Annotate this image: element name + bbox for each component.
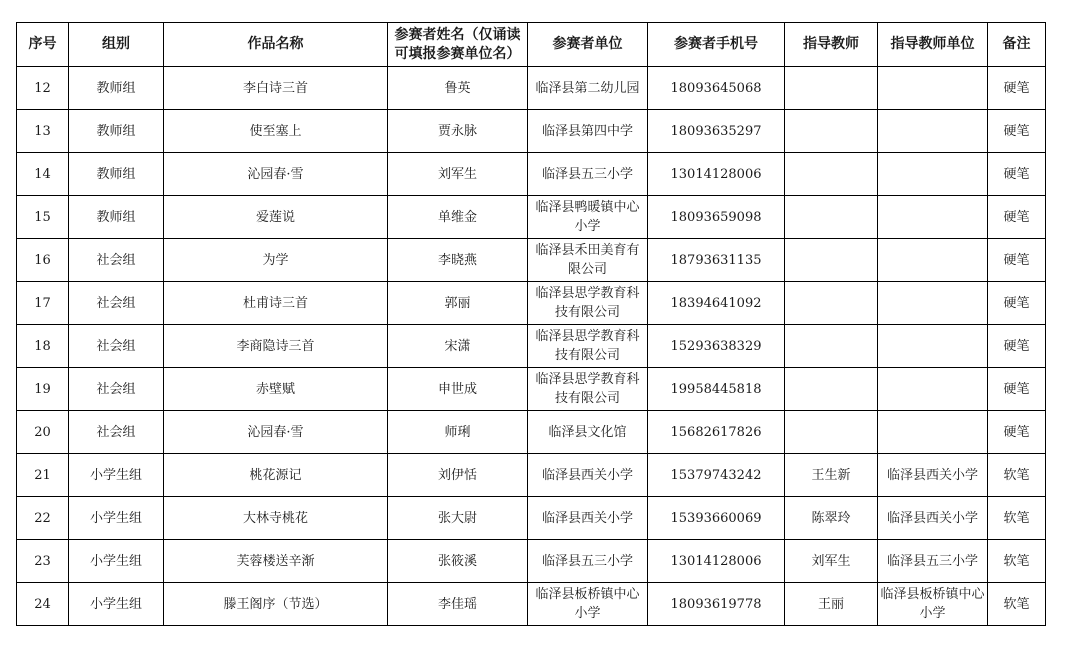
- header-row: [17, 23, 1046, 67]
- cell-participant-unit: 临泽县西关小学: [528, 454, 648, 497]
- cell-index: 16: [17, 239, 69, 282]
- cell-group: 小学生组: [69, 454, 164, 497]
- table-row: [17, 153, 1046, 196]
- cell-phone: 15293638329: [648, 325, 785, 368]
- cell-work-title: 爱莲说: [164, 196, 388, 239]
- header-remark: 备注: [988, 23, 1046, 67]
- header-participant-unit: 参赛者单位: [528, 23, 648, 67]
- cell-phone: 19958445818: [648, 368, 785, 411]
- cell-instructor: 王生新: [785, 454, 878, 497]
- cell-group: 教师组: [69, 67, 164, 110]
- cell-participant-name: 鲁英: [388, 67, 528, 110]
- cell-participant-unit: 临泽县第二幼儿园: [528, 67, 648, 110]
- cell-index: 13: [17, 110, 69, 153]
- table-row: [17, 497, 1046, 540]
- cell-phone: 15379743242: [648, 454, 785, 497]
- cell-instructor: [785, 67, 878, 110]
- cell-participant-name: 刘伊恬: [388, 454, 528, 497]
- cell-group: 社会组: [69, 411, 164, 454]
- cell-remark: 软笔: [988, 583, 1046, 626]
- cell-instructor: 陈翠玲: [785, 497, 878, 540]
- cell-instructor-unit: 临泽县板桥镇中心小学: [878, 583, 988, 626]
- cell-index: 15: [17, 196, 69, 239]
- cell-instructor-unit: [878, 411, 988, 454]
- cell-instructor-unit: [878, 239, 988, 282]
- cell-participant-name: 张大尉: [388, 497, 528, 540]
- cell-index: 24: [17, 583, 69, 626]
- table-row: [17, 583, 1046, 626]
- cell-group: 小学生组: [69, 583, 164, 626]
- cell-remark: 软笔: [988, 540, 1046, 583]
- cell-index: 18: [17, 325, 69, 368]
- table-row: [17, 239, 1046, 282]
- cell-index: 12: [17, 67, 69, 110]
- cell-work-title: 杜甫诗三首: [164, 282, 388, 325]
- table-row: [17, 368, 1046, 411]
- cell-work-title: 使至塞上: [164, 110, 388, 153]
- cell-participant-name: 申世成: [388, 368, 528, 411]
- cell-phone: 13014128006: [648, 153, 785, 196]
- table-row: [17, 67, 1046, 110]
- cell-phone: 18093659098: [648, 196, 785, 239]
- cell-group: 小学生组: [69, 540, 164, 583]
- cell-index: 14: [17, 153, 69, 196]
- cell-participant-name: 郭丽: [388, 282, 528, 325]
- cell-work-title: 滕王阁序（节选）: [164, 583, 388, 626]
- cell-remark: 硬笔: [988, 239, 1046, 282]
- table-row: [17, 325, 1046, 368]
- cell-participant-unit: 临泽县西关小学: [528, 497, 648, 540]
- cell-work-title: 沁园春·雪: [164, 153, 388, 196]
- cell-remark: 软笔: [988, 454, 1046, 497]
- cell-remark: 硬笔: [988, 110, 1046, 153]
- header-instructor: 指导教师: [785, 23, 878, 67]
- cell-participant-unit: 临泽县思学教育科技有限公司: [528, 325, 648, 368]
- cell-participant-unit: 临泽县五三小学: [528, 153, 648, 196]
- cell-instructor-unit: [878, 110, 988, 153]
- cell-phone: 18093645068: [648, 67, 785, 110]
- cell-group: 社会组: [69, 368, 164, 411]
- table-row: [17, 454, 1046, 497]
- cell-instructor-unit: [878, 153, 988, 196]
- table-row: [17, 282, 1046, 325]
- cell-participant-name: 师琍: [388, 411, 528, 454]
- cell-instructor: 刘军生: [785, 540, 878, 583]
- cell-group: 社会组: [69, 325, 164, 368]
- cell-participant-name: 宋潇: [388, 325, 528, 368]
- cell-phone: 18793631135: [648, 239, 785, 282]
- cell-index: 21: [17, 454, 69, 497]
- cell-participant-name: 刘军生: [388, 153, 528, 196]
- cell-work-title: 桃花源记: [164, 454, 388, 497]
- cell-instructor: [785, 368, 878, 411]
- cell-instructor-unit: [878, 196, 988, 239]
- cell-work-title: 李白诗三首: [164, 67, 388, 110]
- cell-group: 社会组: [69, 282, 164, 325]
- cell-participant-name: 张筱溪: [388, 540, 528, 583]
- cell-participant-unit: 临泽县文化馆: [528, 411, 648, 454]
- cell-instructor-unit: [878, 67, 988, 110]
- cell-remark: 硬笔: [988, 325, 1046, 368]
- table-row: [17, 110, 1046, 153]
- cell-instructor-unit: 临泽县五三小学: [878, 540, 988, 583]
- cell-participant-name: 李晓燕: [388, 239, 528, 282]
- cell-instructor: [785, 411, 878, 454]
- cell-remark: 硬笔: [988, 411, 1046, 454]
- cell-phone: 15393660069: [648, 497, 785, 540]
- table-row: [17, 411, 1046, 454]
- cell-phone: 18093635297: [648, 110, 785, 153]
- header-index: 序号: [17, 23, 69, 67]
- cell-participant-unit: 临泽县第四中学: [528, 110, 648, 153]
- cell-participant-name: 贾永脉: [388, 110, 528, 153]
- cell-work-title: 为学: [164, 239, 388, 282]
- cell-group: 小学生组: [69, 497, 164, 540]
- cell-participant-unit: 临泽县思学教育科技有限公司: [528, 368, 648, 411]
- cell-participant-unit: 临泽县思学教育科技有限公司: [528, 282, 648, 325]
- cell-participant-unit: 临泽县板桥镇中心小学: [528, 583, 648, 626]
- cell-instructor: [785, 153, 878, 196]
- cell-remark: 硬笔: [988, 368, 1046, 411]
- header-work-title: 作品名称: [164, 23, 388, 67]
- header-participant-name: 参赛者姓名（仅诵读可填报参赛单位名）: [388, 23, 528, 67]
- header-instructor-unit: 指导教师单位: [878, 23, 988, 67]
- cell-participant-unit: 临泽县五三小学: [528, 540, 648, 583]
- cell-remark: 硬笔: [988, 67, 1046, 110]
- table-row: [17, 540, 1046, 583]
- cell-instructor-unit: [878, 368, 988, 411]
- cell-remark: 硬笔: [988, 196, 1046, 239]
- cell-work-title: 赤壁赋: [164, 368, 388, 411]
- cell-index: 22: [17, 497, 69, 540]
- cell-instructor-unit: 临泽县西关小学: [878, 497, 988, 540]
- cell-participant-unit: 临泽县鸭暖镇中心小学: [528, 196, 648, 239]
- header-phone: 参赛者手机号: [648, 23, 785, 67]
- cell-group: 教师组: [69, 110, 164, 153]
- cell-instructor-unit: [878, 325, 988, 368]
- cell-phone: 15682617826: [648, 411, 785, 454]
- cell-index: 19: [17, 368, 69, 411]
- cell-participant-name: 单维金: [388, 196, 528, 239]
- cell-instructor-unit: [878, 282, 988, 325]
- cell-instructor: [785, 325, 878, 368]
- registration-table: [16, 22, 1046, 626]
- cell-work-title: 沁园春·雪: [164, 411, 388, 454]
- cell-remark: 硬笔: [988, 153, 1046, 196]
- cell-remark: 软笔: [988, 497, 1046, 540]
- cell-instructor-unit: 临泽县西关小学: [878, 454, 988, 497]
- cell-instructor: [785, 239, 878, 282]
- cell-group: 教师组: [69, 196, 164, 239]
- cell-participant-name: 李佳瑶: [388, 583, 528, 626]
- table-row: [17, 196, 1046, 239]
- cell-index: 20: [17, 411, 69, 454]
- cell-index: 23: [17, 540, 69, 583]
- cell-phone: 13014128006: [648, 540, 785, 583]
- cell-group: 教师组: [69, 153, 164, 196]
- cell-group: 社会组: [69, 239, 164, 282]
- cell-work-title: 李商隐诗三首: [164, 325, 388, 368]
- cell-instructor: [785, 196, 878, 239]
- cell-phone: 18093619778: [648, 583, 785, 626]
- header-group: 组别: [69, 23, 164, 67]
- cell-instructor: [785, 282, 878, 325]
- cell-index: 17: [17, 282, 69, 325]
- cell-work-title: 大林寺桃花: [164, 497, 388, 540]
- cell-instructor: [785, 110, 878, 153]
- cell-participant-unit: 临泽县禾田美育有限公司: [528, 239, 648, 282]
- cell-phone: 18394641092: [648, 282, 785, 325]
- cell-instructor: 王丽: [785, 583, 878, 626]
- cell-work-title: 芙蓉楼送辛渐: [164, 540, 388, 583]
- table-body: [17, 67, 1046, 626]
- cell-remark: 硬笔: [988, 282, 1046, 325]
